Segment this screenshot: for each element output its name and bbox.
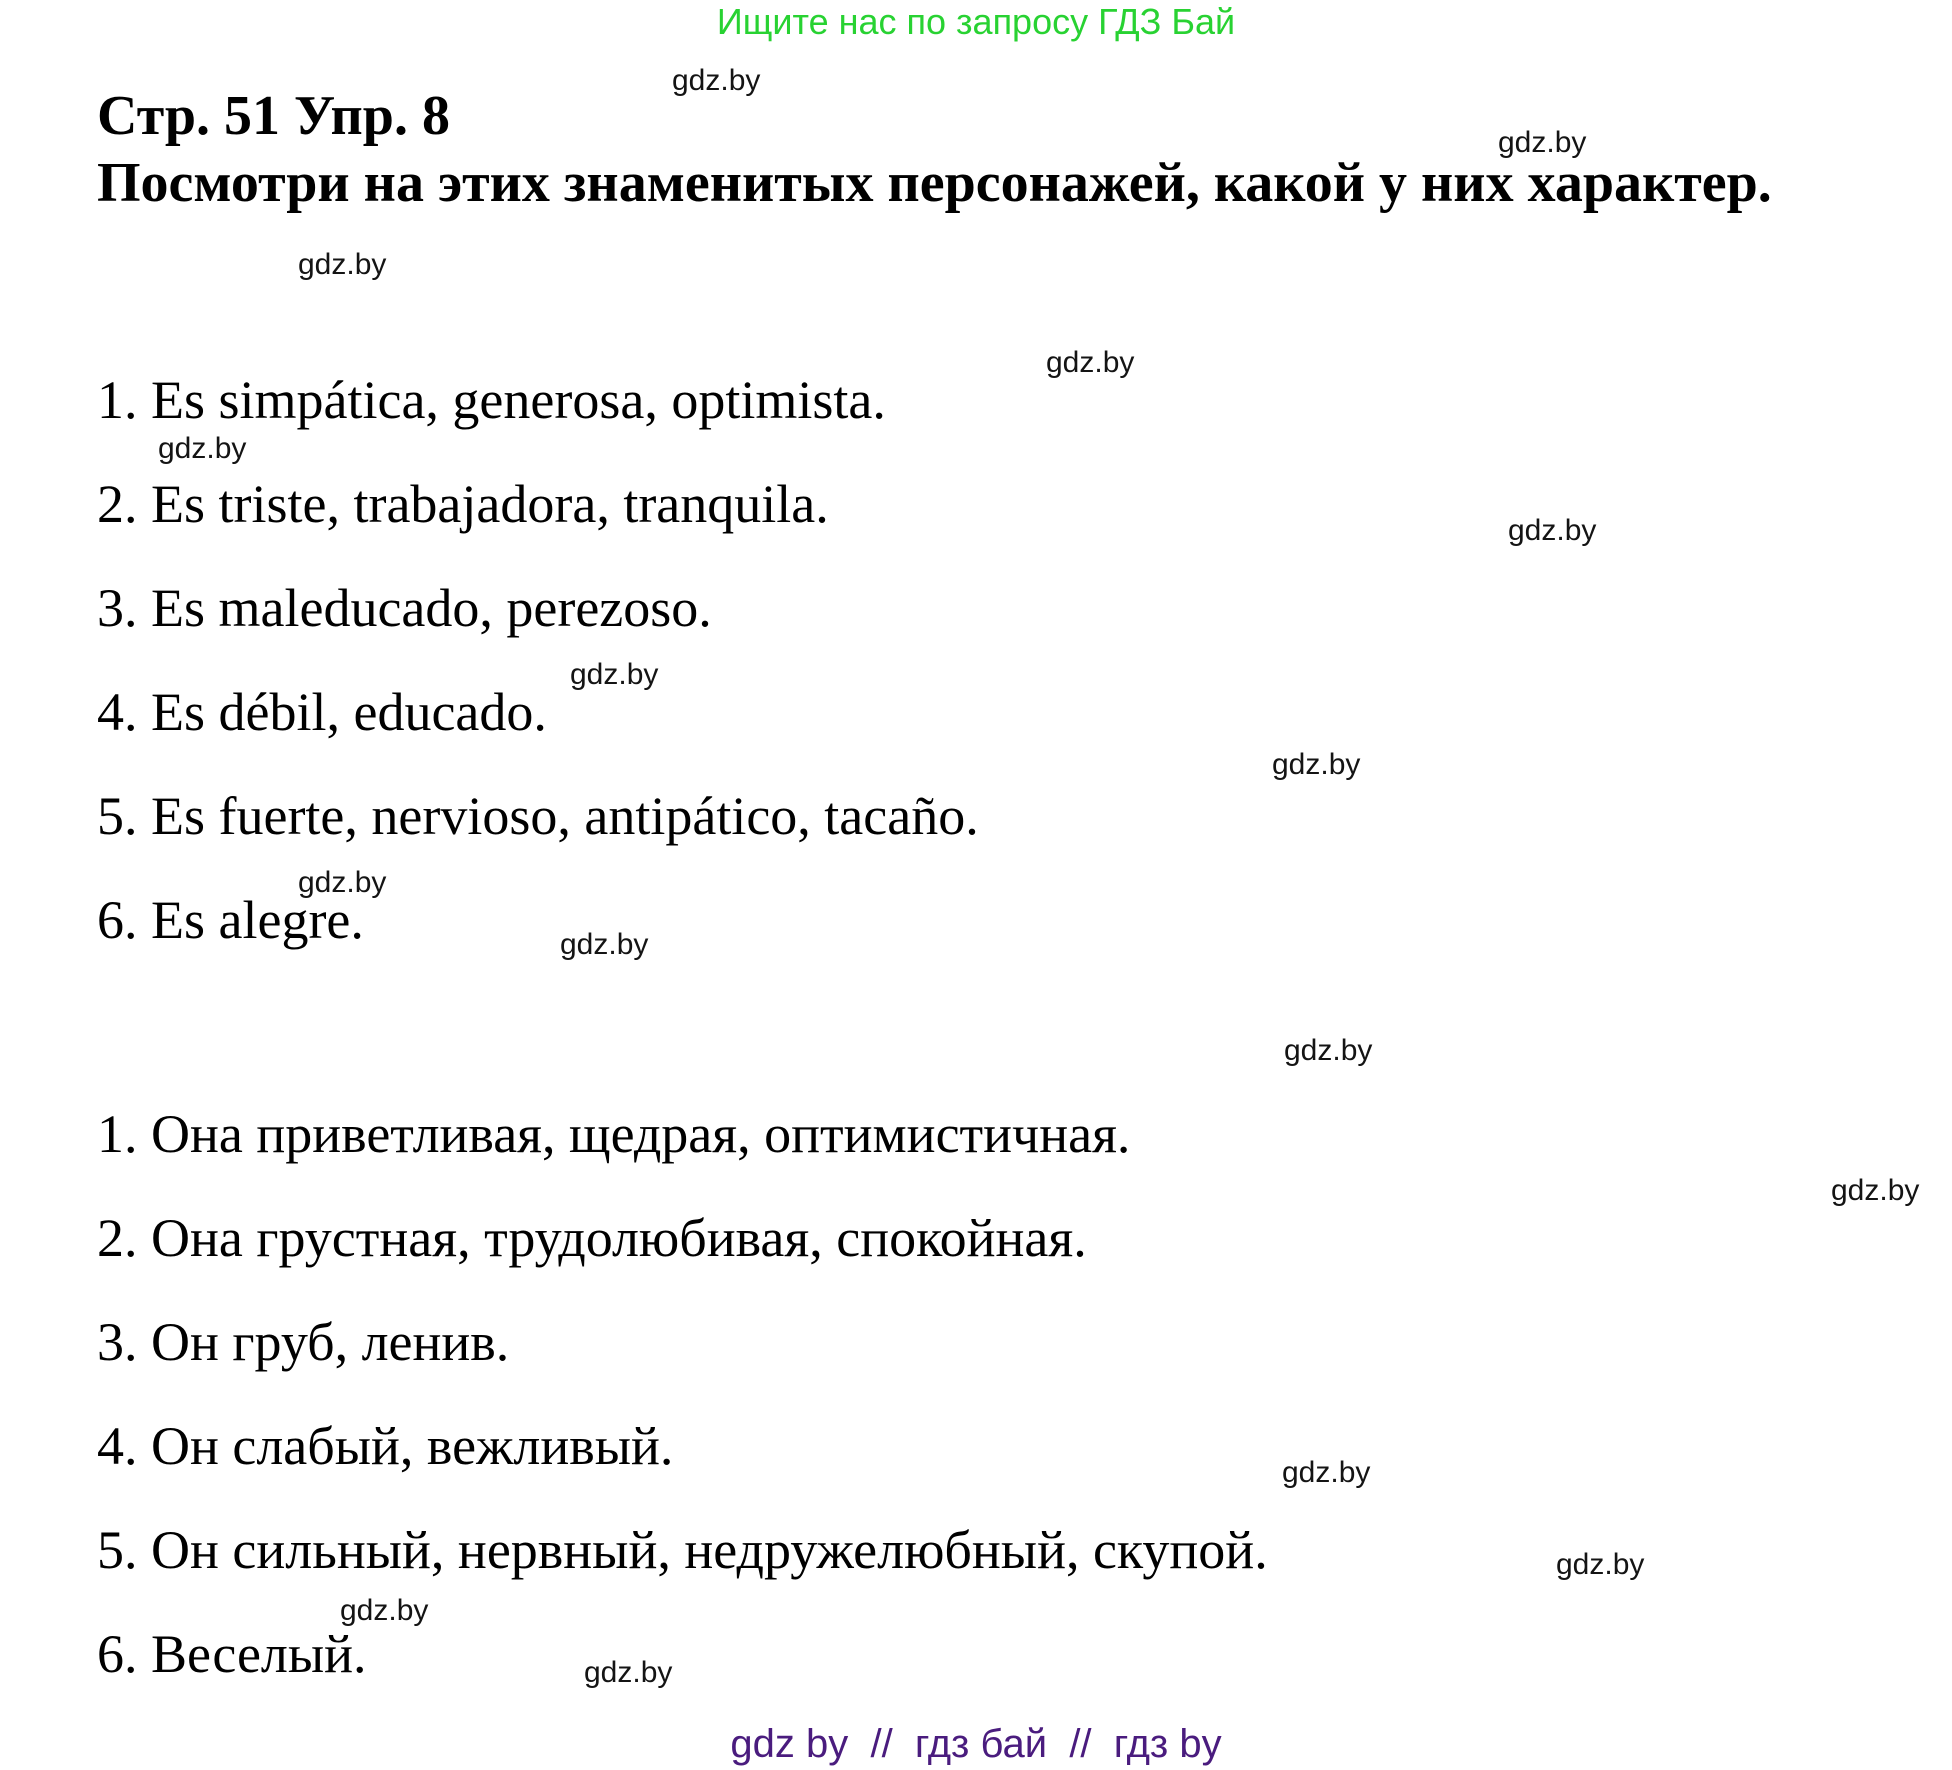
gdz-watermark: gdz.by [672,64,761,97]
list-item: 2. Es triste, trabajadora, tranquila. [97,474,829,534]
gdz-watermark: gdz.by [1272,748,1361,781]
list-item: 4. Es débil, educado. [97,682,547,742]
gdz-watermark: gdz.by [1498,126,1587,159]
russian-translation-list [97,1082,1268,1706]
gdz-watermark: gdz.by [1046,346,1135,379]
gdz-watermark: gdz.by [1508,514,1597,547]
list-item: 3. Он груб, ленив. [97,1312,510,1372]
list-item: 2. Она грустная, трудолюбивая, спокойная. [97,1208,1087,1268]
footer-search-hints: gdz by // гдз бай // гдз by [730,1722,1222,1766]
list-item: 5. Он сильный, нервный, недружелюбный, скупой. [97,1520,1268,1580]
promo-banner-text: Ищите нас по запросу ГДЗ Бай [716,1,1236,42]
list-item: 6. Es alegre. [97,890,364,950]
gdz-watermark: gdz.by [298,248,387,281]
list-item: 5. Es fuerte, nervioso, antipático, tacaño. [97,786,979,846]
list-item: 1. Es simpática, generosa, optimista. [97,370,886,430]
list-item: 4. Он слабый, вежливый. [97,1416,674,1476]
gdz-watermark: gdz.by [584,1656,673,1689]
exercise-heading: Посмотри на этих знаменитых персонажей, какой у них характер. [97,152,1772,214]
gdz-watermark: gdz.by [1282,1456,1371,1489]
list-item: 1. Она приветливая, щедрая, оптимистичная. [97,1104,1131,1164]
gdz-watermark: gdz.by [1556,1548,1645,1581]
list-item: 3. Es maleducado, perezoso. [97,578,712,638]
gdz-watermark: gdz.by [1284,1034,1373,1067]
list-item: 6. Веселый. [97,1624,367,1684]
gdz-watermark: gdz.by [298,866,387,899]
page-title: Стр. 51 Упр. 8 [97,85,450,147]
gdz-watermark: gdz.by [1831,1174,1920,1207]
gdz-watermark: gdz.by [560,928,649,961]
gdz-watermark: gdz.by [340,1594,429,1627]
gdz-watermark: gdz.by [570,658,659,691]
gdz-watermark: gdz.by [158,432,247,465]
